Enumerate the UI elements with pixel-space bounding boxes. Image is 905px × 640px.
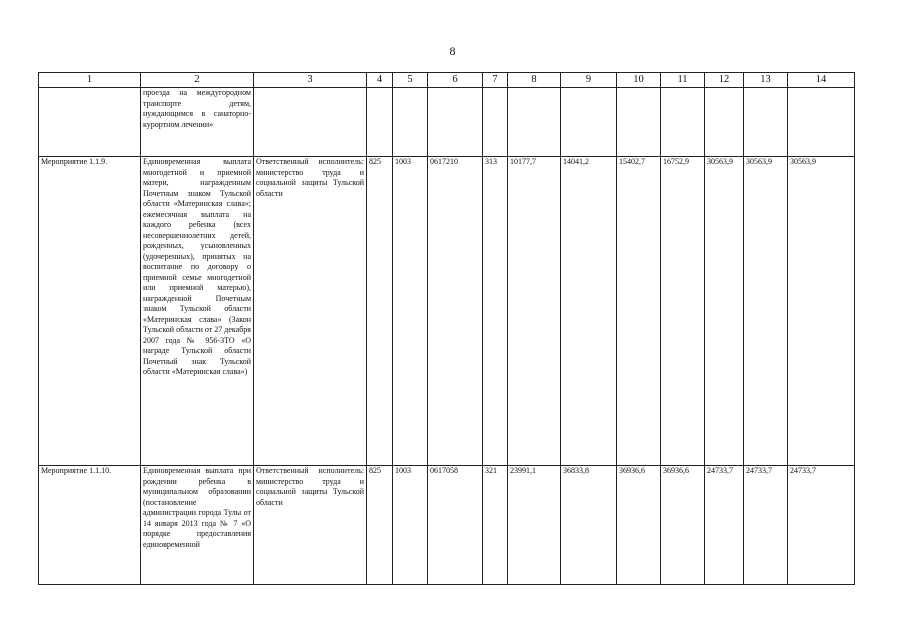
data-cell: 36833,8 [561,466,617,585]
header-cell: 10 [617,73,661,88]
data-cell: 1003 [393,157,428,466]
data-cell [744,88,788,157]
header-cell: 2 [141,73,254,88]
data-cell: 36936,6 [617,466,661,585]
data-cell [661,88,705,157]
page-number: 8 [449,44,456,58]
header-cell: 1 [39,73,141,88]
activity-description-cell: Единовременная выплата многодетной и приемной матери, награжденным Почетным знаком Тульской области «Материнская слава»; ежемесячная выплата на каждого ребенка (всех несовершеннолетних детей, рожденных, усыновленных (удочеренных), принятых на воспитание по договору о приемной семье многодетной или приемной матерью), награжденной Почетным знаком Тульской области «Материнская слава» (Закон Тульской области от 27 декабря 2007 года № 956-ЗТО «О награде Тульской области Почетный знак Тульской области «Материнская слава») [141,157,254,466]
budget-table [38,72,855,585]
table-row [39,466,855,585]
data-cell: 24733,7 [705,466,744,585]
header-cell: 11 [661,73,705,88]
data-cell [428,88,483,157]
header-cell: 6 [428,73,483,88]
data-cell: 0617058 [428,466,483,585]
data-cell [367,88,393,157]
data-cell: 24733,7 [744,466,788,585]
executor-cell: Ответственный исполнитель: министерство труда и социальной защиты Тульской области [254,157,367,466]
header-cell: 13 [744,73,788,88]
header-cell: 8 [508,73,561,88]
table-row [39,157,855,466]
data-cell: 16752,9 [661,157,705,466]
data-cell [617,88,661,157]
activity-name-cell: Мероприятие 1.1.9. [39,157,141,466]
header-cell: 7 [483,73,508,88]
data-cell: 30563,9 [705,157,744,466]
data-cell [561,88,617,157]
header-row [39,73,855,88]
header-cell: 4 [367,73,393,88]
data-cell: 825 [367,466,393,585]
activity-description-cell: Единовременная выплата при рождении ребенка в муниципальном образовании (постановление администрации города Тулы от 14 января 2013 года № 7 «О порядке предоставления единовременной [141,466,254,585]
activity-name-cell [39,88,141,157]
header-cell: 12 [705,73,744,88]
data-cell: 14041,2 [561,157,617,466]
data-cell: 1003 [393,466,428,585]
data-cell [705,88,744,157]
header-cell: 5 [393,73,428,88]
data-cell: 23991,1 [508,466,561,585]
data-cell: 30563,9 [744,157,788,466]
data-cell: 10177,7 [508,157,561,466]
header-cell: 14 [788,73,855,88]
data-cell: 36936,6 [661,466,705,585]
data-cell: 825 [367,157,393,466]
data-cell: 313 [483,157,508,466]
data-cell [483,88,508,157]
executor-cell [254,88,367,157]
activity-name-cell: Мероприятие 1.1.10. [39,466,141,585]
data-cell: 321 [483,466,508,585]
header-cell: 3 [254,73,367,88]
table-row [39,88,855,157]
data-cell: 30563,9 [788,157,855,466]
data-cell: 24733,7 [788,466,855,585]
data-cell [508,88,561,157]
data-cell: 0617210 [428,157,483,466]
header-cell: 9 [561,73,617,88]
activity-description-cell: проезда на междугородном транспорте детям, нуждающимся в санаторно-курортном лечении» [141,88,254,157]
data-cell [393,88,428,157]
executor-cell: Ответственный исполнитель: министерство труда и социальной защиты Тульской области [254,466,367,585]
data-cell [788,88,855,157]
data-cell: 15402,7 [617,157,661,466]
